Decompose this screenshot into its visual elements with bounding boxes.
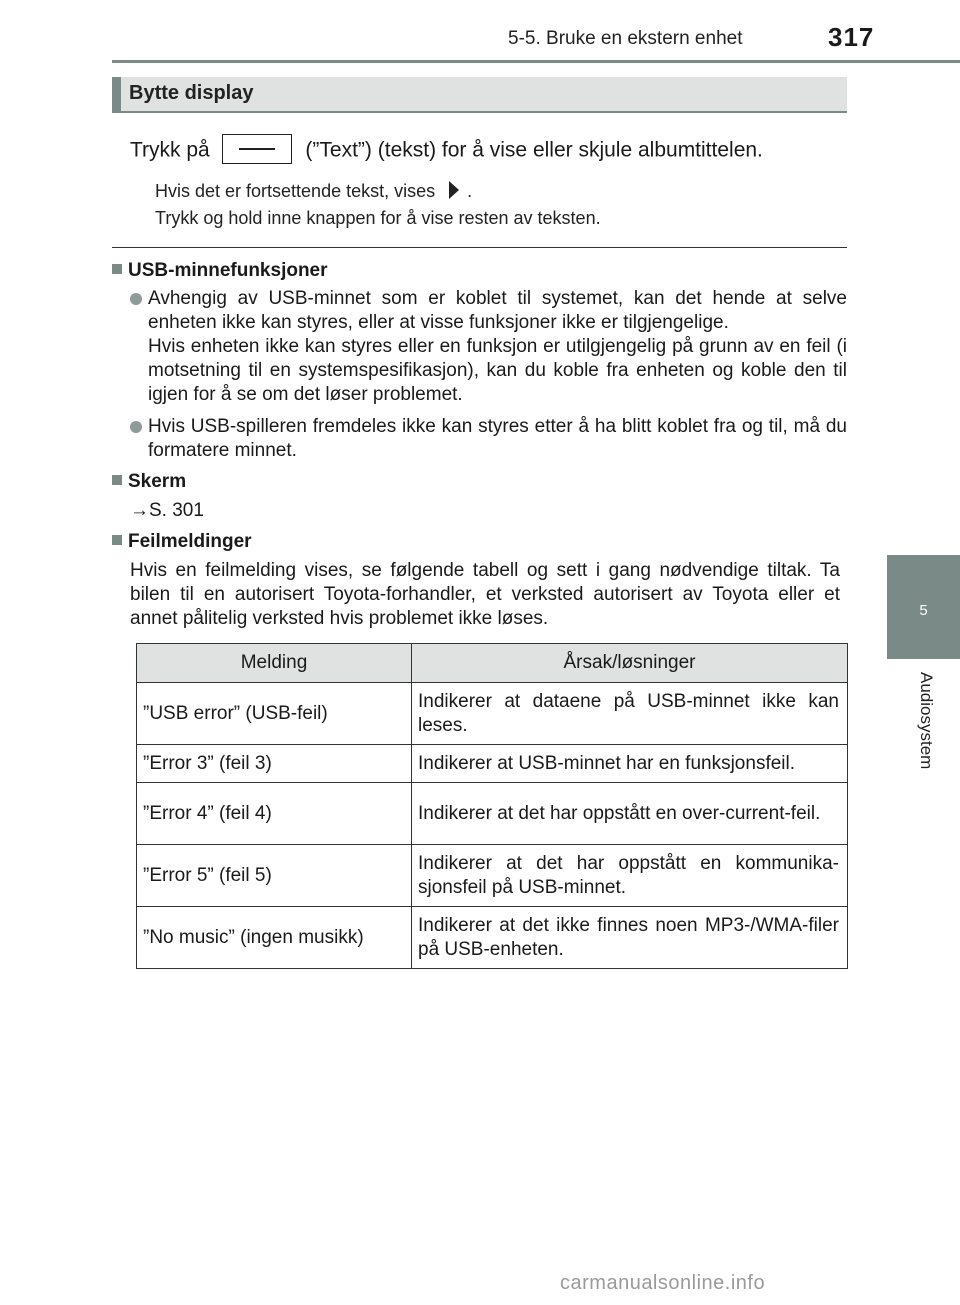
watermark: carmanualsonline.info [560, 1272, 766, 1294]
chapter-label: Audiosystem [917, 672, 936, 770]
divider [112, 247, 847, 248]
section-heading-bar [112, 77, 121, 111]
table-header-row [137, 644, 848, 683]
error-table [136, 643, 848, 969]
note-line-1 [155, 181, 472, 202]
usb-heading [112, 260, 328, 282]
skerm-ref: →S. 301 [130, 500, 204, 521]
table-cell-cause: Indikerer at dataene på USB-minnet ikke kan leses. [412, 683, 848, 745]
dash-button-icon [222, 134, 292, 164]
instruction-before: Trykk på [130, 138, 210, 162]
table-row [137, 783, 848, 845]
table-cell-cause: Indikerer at det ikke finnes noen MP3-/WMA-filer på USB-enheten. [412, 907, 848, 969]
header-rule [112, 60, 960, 63]
note-1-before: Hvis det er fortsettende tekst, vises [155, 181, 436, 201]
table-row [137, 745, 848, 783]
note-1-after: . [467, 181, 473, 201]
table-cell-message: ”Error 3” (feil 3) [137, 745, 412, 783]
table-cell-cause: Indikerer at det har oppstått en over-current-feil. [412, 783, 848, 845]
table-row [137, 683, 848, 745]
square-bullet-icon [112, 264, 122, 274]
table-cell-cause: Indikerer at USB-minnet har en funksjonsfeil. [412, 745, 848, 783]
table-cell-cause: Indikerer at det har oppstått en kommunika-sjonsfeil på USB-minnet. [412, 845, 848, 907]
chapter-number: 5 [919, 602, 928, 619]
instruction-after: (”Text”) (tekst) for å vise eller skjule albumtittelen. [305, 138, 763, 162]
note-line-2: Trykk og hold inne knappen for å vise resten av teksten. [155, 208, 601, 228]
header-section-title: 5-5. Bruke en ekstern enhet [508, 28, 743, 49]
table-row [137, 907, 848, 969]
usb-bullet-1-text: Avhengig av USB-minnet som er koblet til systemet, kan det hende at selve enheten ikke kan styres, eller at visse funksjoner ikke er tilgjengelige. [148, 288, 847, 333]
table-cell-message: ”Error 4” (feil 4) [137, 783, 412, 845]
feil-heading-text: Feilmeldinger [128, 531, 252, 552]
square-bullet-icon [112, 535, 122, 545]
table-row [137, 845, 848, 907]
feil-text: Hvis en feilmelding vises, se følgende tabell og sett i gang nødvendige tiltak. Ta bilen til en autorisert Toyota-forhandler, et verksted autorisert av Toyota eller et annet pålitelig verksted hvis problemet ikke løses. [130, 560, 840, 629]
right-triangle-icon [449, 181, 459, 199]
usb-bullet-1 [148, 287, 847, 407]
usb-heading-text: USB-minnefunksjoner [128, 260, 328, 281]
circle-bullet-icon [130, 293, 142, 305]
feil-heading [112, 531, 252, 553]
page-number: 317 [828, 22, 875, 52]
table-header-arsak: Årsak/løsninger [412, 644, 848, 683]
section-underline [112, 111, 847, 113]
table-cell-message: ”No music” (ingen musikk) [137, 907, 412, 969]
table-cell-message: ”Error 5” (feil 5) [137, 845, 412, 907]
circle-bullet-icon [130, 421, 142, 433]
usb-bullet-1-cont: Hvis enheten ikke kan styres eller en funksjon er utilgjengelig på grunn av en feil (i motsetning til en systemspesifikasjon), kan du koble fra enheten og koble den til igjen for å se om det løser problemet. [148, 336, 847, 405]
table-cell-message: ”USB error” (USB-feil) [137, 683, 412, 745]
section-heading: Bytte display [129, 82, 254, 104]
skerm-heading [112, 471, 186, 493]
usb-bullet-2: Hvis USB-spilleren fremdeles ikke kan styres etter å ha blitt koblet fra og til, må du formatere minnet. [148, 416, 847, 461]
skerm-heading-text: Skerm [128, 471, 187, 492]
table-header-melding: Melding [137, 644, 412, 683]
instruction-line [130, 136, 763, 166]
square-bullet-icon [112, 475, 122, 485]
